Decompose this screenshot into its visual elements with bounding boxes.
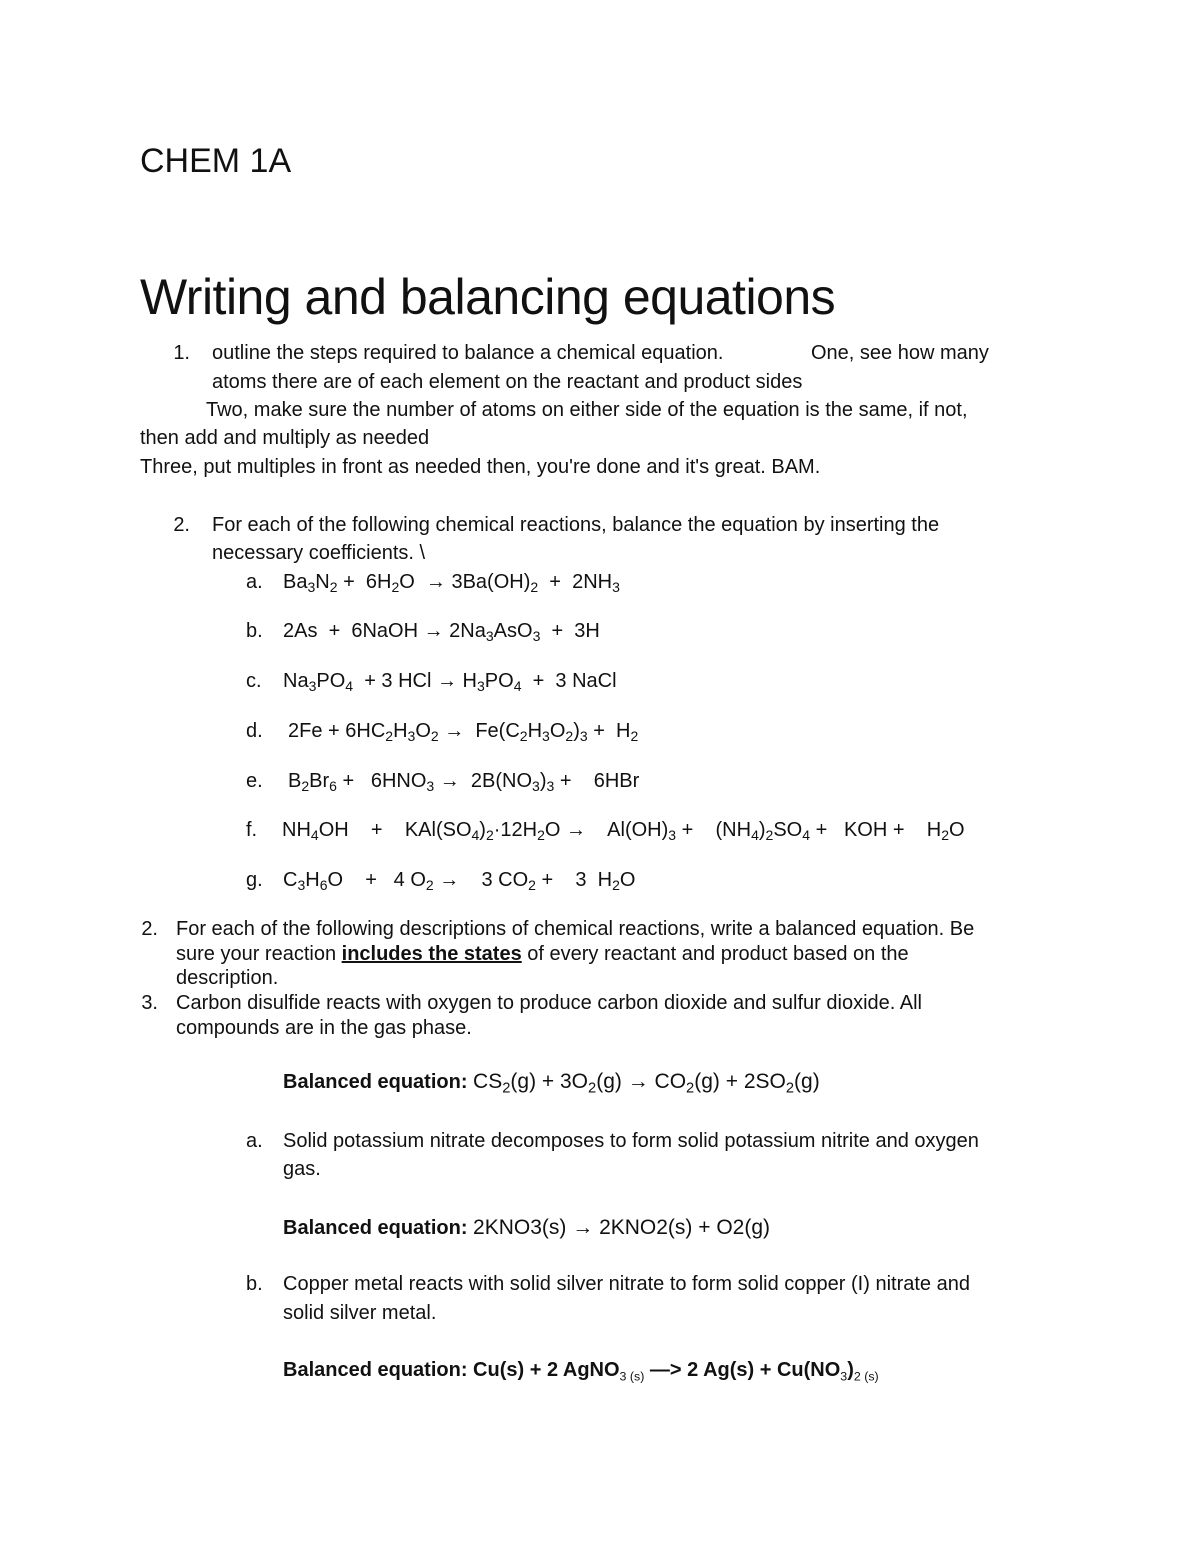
- equation-d: $2Fe + 6HC_2H_3O_2 \to Fe(C_2H_3O_2)_3 + H_2$: [288, 720, 639, 745]
- balanced-equation-main: Balanced equation: $CS_2(g) + 3O_2(g) \to CO_2(g) + 2SO_2(g)$: [283, 1070, 820, 1097]
- part-a-letter: a.: [246, 1130, 263, 1152]
- equation-b: 2As + 6NaOH → $2Na_3AsO_3 + 3H$: [283, 620, 600, 645]
- q1-answer-three: Three, put multiples in front as needed then, you're done and it's great. BAM.: [140, 456, 821, 478]
- q4-number: 3.: [141, 992, 158, 1014]
- q1-answer-two: Two, make sure the number of atoms on either side of the equation is the same, if not,: [206, 399, 968, 421]
- q1-question: outline the steps required to balance a chemical equation.: [212, 342, 724, 364]
- equation-c: $Na_3PO_4 + 3$ HCl → $H_3PO_4 + 3$ NaCl: [283, 670, 617, 695]
- eq-letter-d: d.: [246, 720, 263, 742]
- eq-letter-c: c.: [246, 670, 262, 692]
- q1-answer-one: One, see how many: [811, 342, 989, 364]
- q2-line2: necessary coefficients. \: [212, 542, 426, 564]
- part-b-line2: solid silver metal.: [283, 1302, 437, 1324]
- part-b-letter: b.: [246, 1273, 263, 1295]
- q3-line2: sure your reaction includes the states of every reactant and product based on the: [176, 943, 909, 965]
- q1-answer-two-cont: then add and multiply as needed: [140, 427, 430, 449]
- balanced-label-b: Balanced equation:: [283, 1359, 468, 1381]
- part-b-line1: Copper metal reacts with solid silver nitrate to form solid copper (I) nitrate and: [283, 1273, 970, 1295]
- eq-letter-a: a.: [246, 571, 263, 593]
- balanced-label-a: Balanced equation:: [283, 1217, 468, 1239]
- q2-number: 2.: [173, 514, 190, 536]
- part-a-line2: gas.: [283, 1158, 321, 1180]
- eq-letter-f: f.: [246, 819, 258, 841]
- equation-g: $C_3H_6O$ + 4 $O_2$ → 3 $CO_2$ + 3 $H_2O$: [283, 869, 636, 894]
- eq-letter-g: g.: [246, 869, 263, 891]
- q4-line1: Carbon disulfide reacts with oxygen to produce carbon dioxide and sulfur dioxide. All: [176, 992, 922, 1014]
- q3-number: 2.: [141, 918, 158, 940]
- part-a-line1: Solid potassium nitrate decomposes to form solid potassium nitrite and oxygen: [283, 1130, 979, 1152]
- course-heading: CHEM 1A: [140, 142, 292, 180]
- q1-number: 1.: [173, 342, 190, 364]
- eq-letter-e: e.: [246, 770, 263, 792]
- balanced-label: Balanced equation:: [283, 1071, 468, 1093]
- states-emphasis: includes the states: [341, 943, 522, 965]
- q1-answer-one-cont: atoms there are of each element on the reactant and product sides: [212, 371, 803, 393]
- q4-line2: compounds are in the gas phase.: [176, 1017, 472, 1039]
- balanced-equation-a: Balanced equation: 2KNO3(s) → 2KNO2(s) + O2(g): [283, 1216, 771, 1239]
- page-title: Writing and balancing equations: [140, 269, 836, 325]
- balanced-equation-b: Balanced equation: Cu(s) + 2 AgNO$_{3 (s)}$ —> 2 $Ag(s) + Cu(NO_3)_{2 (s)}$: [283, 1359, 879, 1384]
- equation-a: $Ba_3N_2 + 6H_2O \to 3Ba(OH)_2 + 2NH_3$: [283, 571, 620, 596]
- equation-e: $B_2Br_6 + 6HNO_3 \to 2B(NO_3)_3$ + 6HBr: [288, 770, 640, 795]
- eq-letter-b: b.: [246, 620, 263, 642]
- q2-line1: For each of the following chemical reactions, balance the equation by inserting the: [212, 514, 940, 536]
- q3-line1: For each of the following descriptions of chemical reactions, write a balanced equation. Be: [176, 918, 975, 940]
- equation-f: $NH_4OH$ + $KAl(SO_4)_2\cdot 12H_2O$ → $Al(OH)_3$ + $(NH_4)_2SO_4$ + KOH + $H_2O$: [282, 819, 965, 844]
- q3-line3: description.: [176, 967, 279, 989]
